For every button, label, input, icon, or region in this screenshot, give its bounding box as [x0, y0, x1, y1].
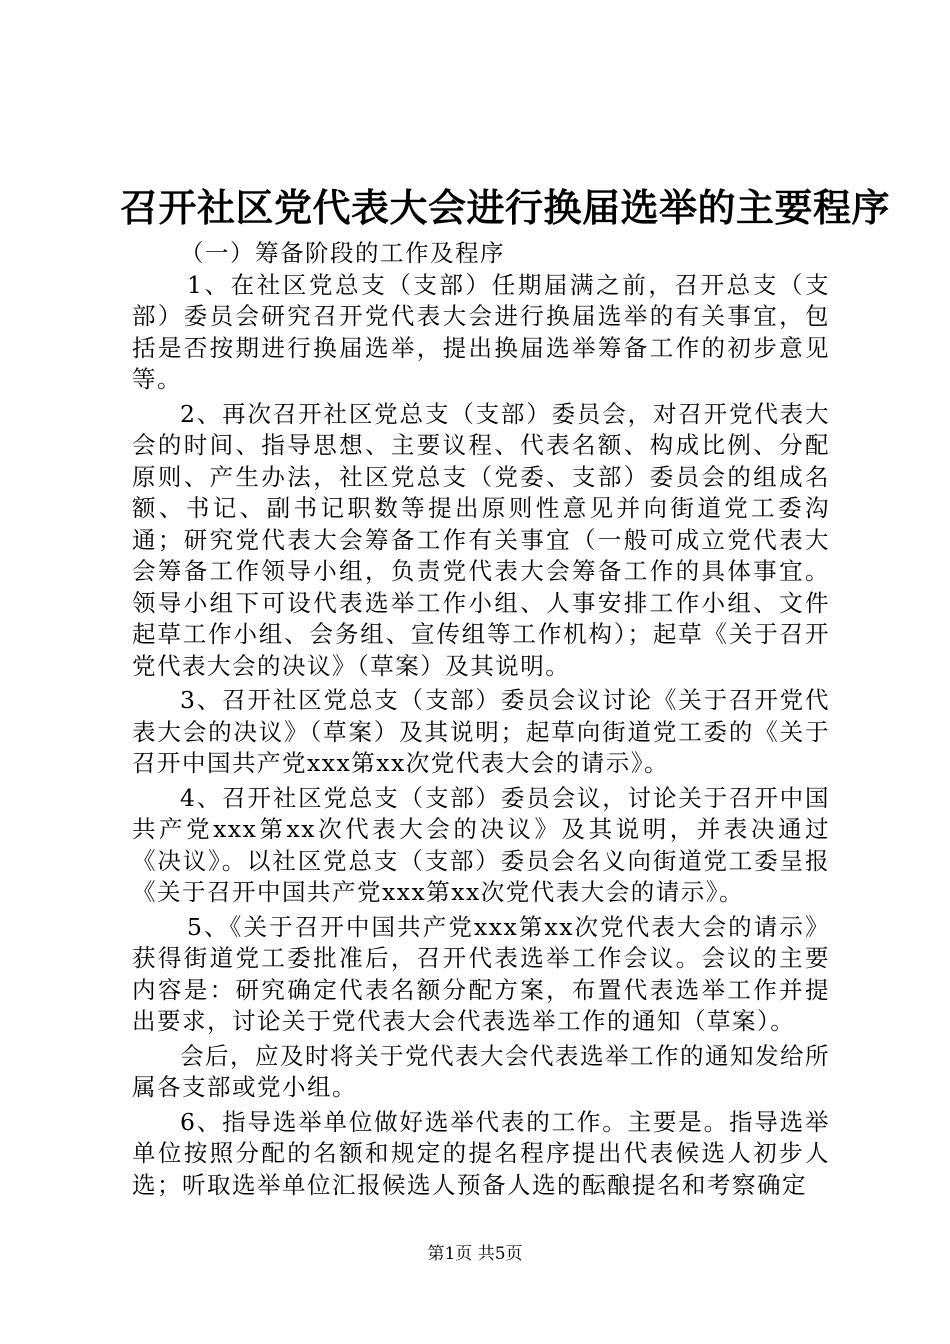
paragraph-1: 1、在社区党总支（支部）任期届满之前，召开总支（支部）委员会研究召开党代表大会进行换届选举的有关事宜，包括是否按期进行换届选举，提出换届选举筹备工作的初步意见等。 — [132, 270, 830, 393]
paragraph-2: 2、再次召开社区党总支（支部）委员会，对召开党代表大会的时间、指导思想、主要议程、代表名额、构成比例、分配原则、产生办法，社区党总支（党委、支部）委员会的组成名额、书记、副书记职数等提出原则性意见并向街道党工委沟通；研究党代表大会筹备工作有关事宜（一般可成立党代表大会筹备工作领导小组，负责党代表大会筹备工作的具体事宜。领导小组下可设代表选举工作小组、人事安排工作小组、文件起草工作小组、会务组、宣传组等工作机构）；起草《关于召开党代表大会的决议》（草案）及其说明。 — [132, 399, 830, 680]
paragraph-after-meeting: 会后，应及时将关于党代表大会代表选举工作的通知发给所属各支部或党小组。 — [132, 1041, 830, 1101]
paragraph-4: 4、召开社区党总支（支部）委员会议，讨论关于召开中国共产党xxx第xx次代表大会的决议》及其说明，并表决通过《决议》。以社区党总支（支部）委员会名义向街道党工委呈报《关于召开中国共产党xxx第xx次党代表大会的请示》。 — [132, 783, 830, 906]
paragraph-5: 5、《关于召开中国共产党xxx第xx次党代表大会的请示》获得街道党工委批准后，召开代表选举工作会议。会议的主要内容是：研究确定代表名额分配方案，布置代表选举工作并提出要求，讨论关于党代表大会代表选举工作的通知（草案）。 — [132, 912, 830, 1035]
paragraph-6: 6、指导选举单位做好选举代表的工作。主要是。指导选举单位按照分配的名额和规定的提名程序提出代表候选人初步人选；听取选举单位汇报候选人预备人选的酝酿提名和考察确定 — [132, 1107, 830, 1199]
section-heading: （一）筹备阶段的工作及程序 — [180, 239, 505, 267]
document-title: 召开社区党代表大会进行换届选举的主要程序 — [120, 185, 891, 230]
paragraph-3: 3、召开社区党总支（支部）委员会议讨论《关于召开党代表大会的决议》（草案）及其说明；起草向街道党工委的《关于召开中国共产党xxx第xx次党代表大会的请示》。 — [132, 686, 830, 777]
document-body — [132, 238, 830, 1201]
page-footer: 第1页 共5页 — [427, 1244, 523, 1264]
